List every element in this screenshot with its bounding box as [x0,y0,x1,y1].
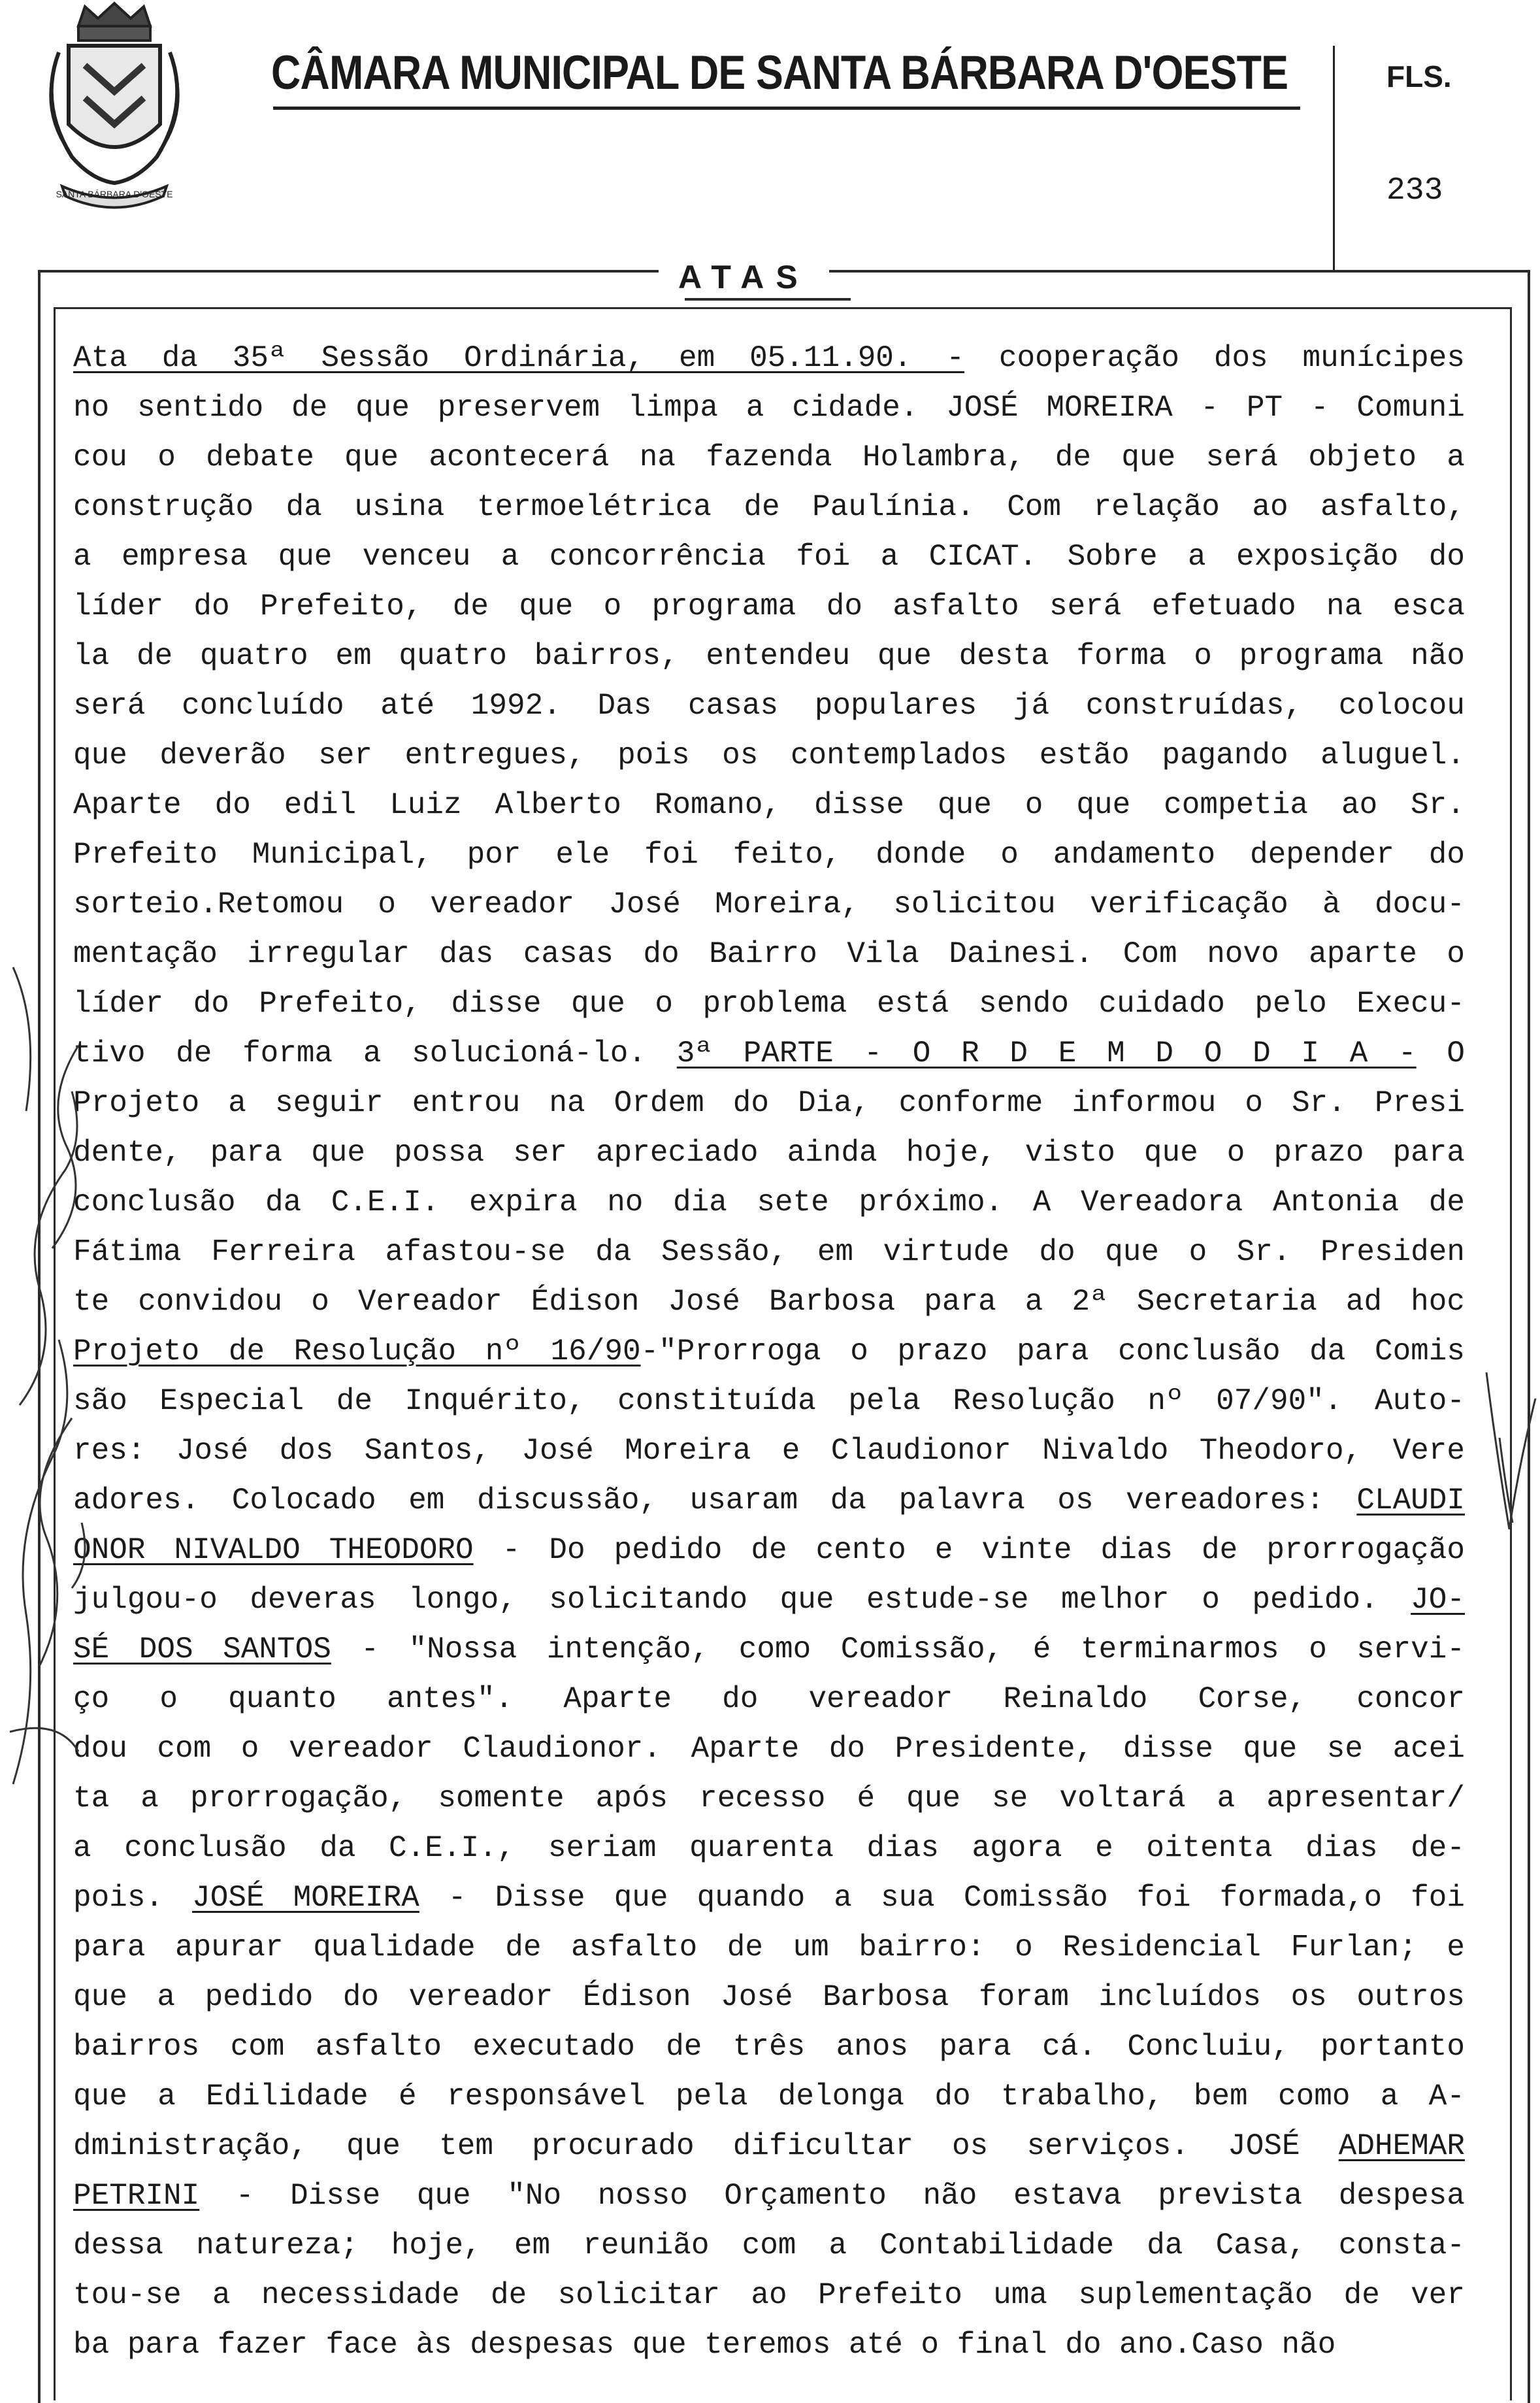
text-segment: la de quatro em quatro bairros, entendeu que desta forma o programa não [73,639,1465,673]
text-segment: ba para fazer face às despesas que teremos até o final do ano.Caso não [73,2328,1336,2362]
fls-label: FLS. [1386,59,1452,93]
text-segment: dou com o vereador Claudionor. Aparte do Presidente, disse que se acei [73,1732,1465,1766]
text-line [73,1575,1465,1625]
crest-banner-text: SANTA BÁRBARA D'OESTE [56,189,173,199]
text-line [73,1873,1465,1923]
text-line [73,1774,1465,1823]
text-line [73,2221,1465,2270]
text-line [73,1178,1465,1227]
underlined-heading: ONOR NIVALDO THEODORO [73,1533,474,1567]
underlined-heading: SÉ DOS SANTOS [73,1632,331,1666]
text-segment: O [1416,1036,1466,1070]
text-segment: - "Nossa intenção, como Comissão, é terminarmos o servi- [331,1632,1466,1666]
text-segment: dente, para que possa ser apreciado ainda hoje, visto que o prazo para [73,1136,1465,1170]
text-segment: bairros com asfalto executado de três anos para cá. Concluiu, portanto [73,2030,1465,2064]
text-segment: que a pedido do vereador Édison José Barbosa foram incluídos os outros [73,1980,1465,2014]
municipal-crest-icon [33,0,196,216]
text-line [73,1476,1465,1525]
text-segment: conclusão da C.E.I. expira no dia sete próximo. A Vereadora Antonia de [73,1185,1465,1219]
text-line [73,2171,1465,2221]
text-segment: res: José dos Santos, José Moreira e Claudionor Nivaldo Theodoro, Vere [73,1434,1465,1468]
minutes-body [73,333,1465,2370]
text-line [73,1426,1465,1476]
margin-signature-icon [0,948,105,1797]
text-segment: Aparte do edil Luiz Alberto Romano, disse que o que competia ao Sr. [73,788,1465,822]
text-line [73,2270,1465,2320]
title-underline [273,107,1300,110]
underlined-heading: Ata da 35ª Sessão Ordinária, em 05.11.90. - [73,341,965,375]
text-segment: cou o debate que acontecerá na fazenda Holambra, de que será objeto a [73,440,1465,474]
text-line [73,830,1465,880]
underlined-heading: 3ª PARTE - O R D E M D O D I A - [676,1036,1417,1070]
text-segment: cooperação dos munícipes [964,341,1465,375]
text-line [73,979,1465,1029]
underlined-heading: JO- [1411,1583,1465,1617]
text-line [73,2320,1465,2370]
text-line [73,681,1465,731]
text-segment: tivo de forma a solucioná-lo. [73,1036,677,1070]
underlined-heading: PETRINI [73,2179,200,2213]
underlined-heading: ADHEMAR [1338,2129,1465,2163]
text-segment: líder do Prefeito, de que o programa do asfalto será efetuado na esca [73,589,1465,623]
text-line [73,1823,1465,1873]
text-segment: tou-se a necessidade de solicitar ao Prefeito uma suplementação de ver [73,2278,1465,2312]
text-segment: construção da usina termoelétrica de Paulínia. Com relação ao asfalto, [73,490,1465,524]
text-line [73,1078,1465,1128]
text-line [73,880,1465,929]
text-segment: dessa natureza; hoje, em reunião com a Contabilidade da Casa, consta- [73,2229,1465,2262]
underlined-heading: Projeto de Resolução nº 16/90 [73,1334,641,1368]
section-heading: ATAS [659,258,829,296]
text-line [73,1674,1465,1724]
text-segment: ta a prorrogação, somente após recesso é que se voltará a apresentar/ [73,1782,1465,1815]
text-segment: a empresa que venceu a concorrência foi a CICAT. Sobre a exposição do [73,540,1465,574]
text-segment: ço o quanto antes". Aparte do vereador Reinaldo Corse, concor [73,1682,1465,1716]
text-line [73,1525,1465,1575]
text-line [73,1029,1465,1078]
text-segment: pois. [73,1881,193,1915]
margin-checkmark-icon [1480,1359,1539,1549]
text-segment: adores. Colocado em discussão, usaram da palavra os vereadores: [73,1483,1357,1517]
text-segment: dministração, que tem procurado dificultar os serviços. JOSÉ [73,2129,1339,2163]
fls-divider [1333,46,1335,271]
text-segment: mentação irregular das casas do Bairro Vila Dainesi. Com novo aparte o [73,937,1465,971]
text-line [73,731,1465,780]
text-line [73,1972,1465,2022]
text-line [73,383,1465,433]
text-segment: que deverão ser entregues, pois os contemplados estão pagando aluguel. [73,738,1465,772]
text-segment: será concluído até 1992. Das casas populares já construídas, colocou [73,689,1465,723]
text-segment: - Do pedido de cento e vinte dias de prorrogação [473,1533,1465,1567]
text-line [73,582,1465,631]
text-segment: no sentido de que preservem limpa a cidade. JOSÉ MOREIRA - PT - Comuni [73,391,1465,425]
text-segment: que a Edilidade é responsável pela delonga do trabalho, bem como a A- [73,2080,1465,2113]
text-line [73,1625,1465,1674]
text-segment: Fátima Ferreira afastou-se da Sessão, em virtude do que o Sr. Presiden [73,1235,1465,1269]
text-segment: sorteio.Retomou o vereador José Moreira, solicitou verificação à docu- [73,887,1465,921]
text-segment: são Especial de Inquérito, constituída pela Resolução nº 07/90". Auto- [73,1384,1465,1418]
text-segment: julgou-o deveras longo, solicitando que estude-se melhor o pedido. [73,1583,1411,1617]
text-line [73,631,1465,681]
section-heading-underline [685,298,851,301]
text-line [73,1376,1465,1426]
text-segment: para apurar qualidade de asfalto de um bairro: o Residencial Furlan; e [73,1931,1465,1964]
text-line [73,2072,1465,2121]
text-segment: Prefeito Municipal, por ele foi feito, donde o andamento depender do [73,838,1465,872]
underlined-heading: JOSÉ MOREIRA [192,1881,419,1915]
text-line [73,433,1465,482]
text-line [73,2022,1465,2072]
text-segment: líder do Prefeito, disse que o problema está sendo cuidado pelo Execu- [73,987,1465,1021]
text-line [73,1277,1465,1327]
text-line [73,2121,1465,2171]
text-line [73,482,1465,532]
page-number: 233 [1386,173,1443,208]
text-segment: - Disse que "No nosso Orçamento não estava prevista despesa [199,2179,1465,2213]
text-line [73,1724,1465,1774]
text-line [73,1923,1465,1972]
text-segment: - Disse que quando a sua Comissão foi formada,o foi [419,1881,1465,1915]
chamber-title: CÂMARA MUNICIPAL DE SANTA BÁRBARA D'OESTE [271,46,1288,99]
text-line [73,532,1465,582]
text-line [73,333,1465,383]
text-line [73,929,1465,979]
text-segment: Projeto a seguir entrou na Ordem do Dia, conforme informou o Sr. Presi [73,1086,1465,1120]
text-segment: te convidou o Vereador Édison José Barbosa para a 2ª Secretaria ad hoc [73,1285,1465,1319]
text-segment: -"Prorroga o prazo para conclusão da Comis [640,1334,1465,1368]
text-segment: a conclusão da C.E.I., seriam quarenta dias agora e oitenta dias de- [73,1831,1465,1865]
underlined-heading: CLAUDI [1356,1483,1465,1517]
text-line [73,1227,1465,1277]
text-line [73,1128,1465,1178]
text-line [73,1327,1465,1376]
text-line [73,780,1465,830]
